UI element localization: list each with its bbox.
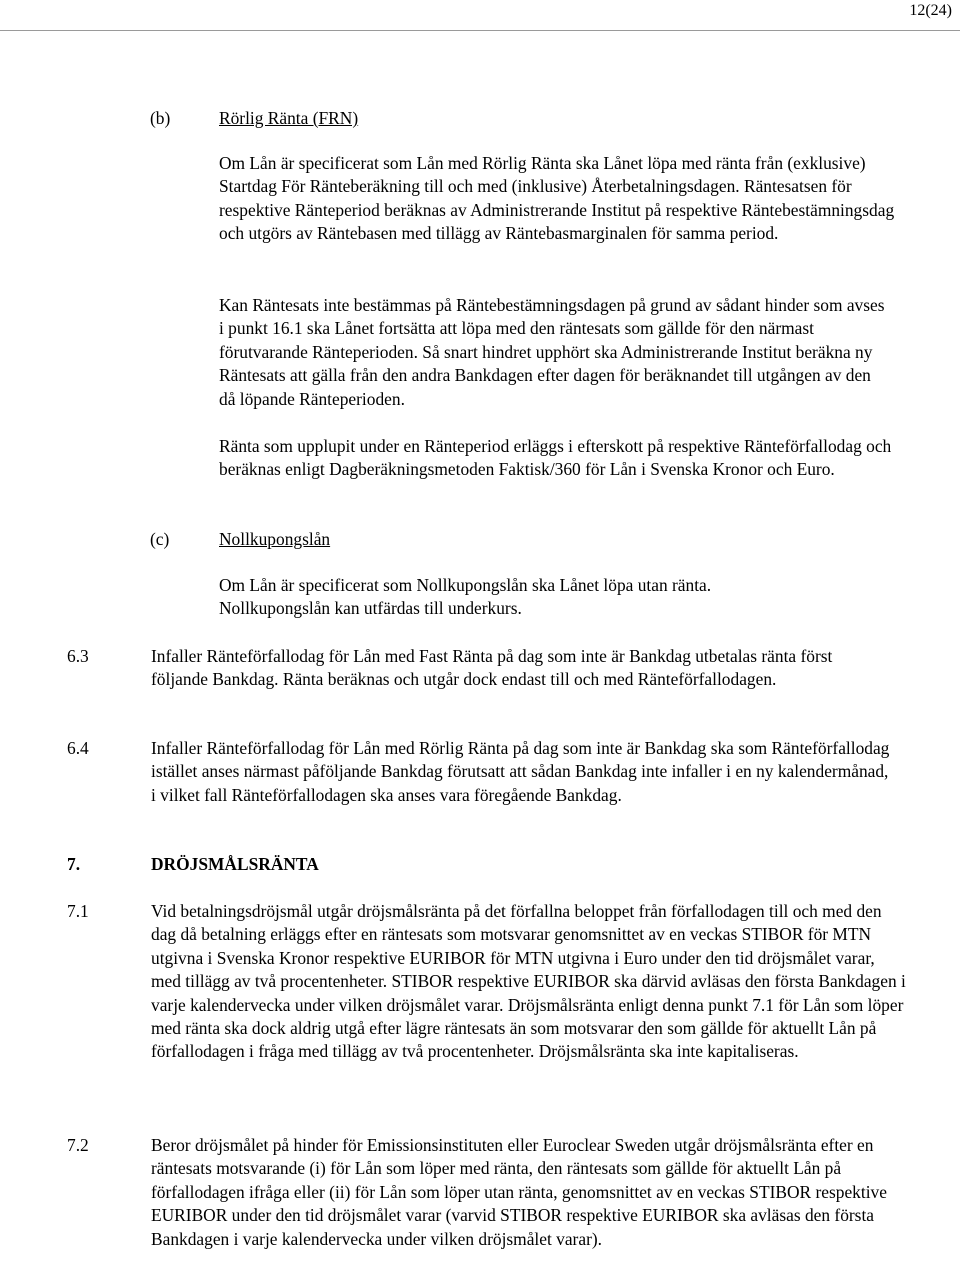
- clause-6-4-text: Infaller Ränteförfallodag för Lån med Rörlig Ränta på dag som inte är Bankdag ska som Ränteförfallodag istället anses närmast påföljande Bankdag förutsatt att sådan Bankdag inte infaller i en ny kalendermånad, i vilket fall Ränteförfallodagen ska anses vara föregående Bankdag.: [151, 738, 890, 805]
- section-c-label: (c): [150, 529, 170, 549]
- clause-7-2-text: Beror dröjsmålet på hinder för Emissionsinstituten eller Euroclear Sweden utgår dröjsmålsränta efter en räntesats motsvarande (i) för Lån som löper med ränta, den räntesats som gällde för aktuellt Lån på förfallodagen ifråga eller (ii) för Lån som löper utan ränta, genomsnittet av en veckas STIBOR respektive EURIBOR under den tid dröjsmålet varar (varvid STIBOR respektive EURIBOR ska avläsas den första Bankdagen i varje kalendervecka under vilken dröjsmålet varar).: [151, 1135, 887, 1249]
- section-7-number: 7.: [67, 854, 81, 874]
- clause-6-4-number: 6.4: [67, 738, 89, 758]
- clause-6-3-text: Infaller Ränteförfallodag för Lån med Fast Ränta på dag som inte är Bankdag utbetalas ränta först följande Bankdag. Ränta beräknas och utgår dock endast till och med Ränteförfallodagen.: [151, 646, 833, 690]
- clause-7-1-text: Vid betalningsdröjsmål utgår dröjsmålsränta på det förfallna beloppet från förfallodagen till och med den dag då betalning erläggs efter en räntesats som motsvarar genomsnittet av en veckas STIBOR för MTN utgivna i Svenska Kronor respektive EURIBOR för MTN utgivna i Euro under den tid dröjsmålet varar, med tillägg av två procentenheter. STIBOR respektive EURIBOR ska därvid avläsas den första Bankdagen i varje kalendervecka under vilken dröjsmålet varar. Dröjsmålsränta enligt denna punkt 7.1 för Lån som löper med ränta ska dock aldrig utgå efter lägre räntesats än som motsvarar den som gällde för aktuellt Lån på förfallodagen i fråga med tillägg av två procentenheter. Dröjsmålsränta ska inte kapitaliseras.: [151, 901, 906, 1062]
- page-header: [0, 0, 960, 31]
- section-b-label: (b): [150, 108, 171, 128]
- clause-6-3-number: 6.3: [67, 646, 89, 666]
- clause-7-2-number: 7.2: [67, 1135, 89, 1155]
- section-b-title: Rörlig Ränta (FRN): [219, 108, 359, 128]
- section-7-heading: DRÖJSMÅLSRÄNTA: [151, 854, 319, 874]
- section-b-paragraph-2: Kan Räntesats inte bestämmas på Räntebestämningsdagen på grund av sådant hinder som avses i punkt 16.1 ska Lånet fortsätta att löpa med den räntesats som gällde för den närmast förutvarande Ränteperioden. Så snart hindret upphört ska Administrerande Institut beräkna ny Räntesats att gälla från den andra Bankdagen efter dagen för beräknandet till utgången av den då löpande Ränteperioden.: [219, 295, 885, 409]
- section-c-paragraph-1: Om Lån är specificerat som Nollkupongslån ska Lånet löpa utan ränta. Nollkupongslån kan utfärdas till underkurs.: [219, 575, 712, 619]
- clause-7-1-number: 7.1: [67, 901, 89, 921]
- section-c-title: Nollkupongslån: [219, 529, 331, 549]
- section-b-paragraph-1: Om Lån är specificerat som Lån med Rörlig Ränta ska Lånet löpa med ränta från (exklusive) Startdag För Ränteberäkning till och med (inklusive) Återbetalningsdagen. Räntesatsen för respektive Ränteperiod beräknas av Administrerande Institut på respektive Räntebestämningsdag och utgörs av Räntebasen med tillägg av Räntebasmarginalen för samma period.: [219, 153, 895, 244]
- section-b-paragraph-3: Ränta som upplupit under en Ränteperiod erläggs i efterskott på respektive Ränteförfallodag och beräknas enligt Dagberäkningsmetoden Faktisk/360 för Lån i Svenska Kronor och Euro.: [219, 436, 892, 480]
- page-number: 12(24): [909, 2, 952, 19]
